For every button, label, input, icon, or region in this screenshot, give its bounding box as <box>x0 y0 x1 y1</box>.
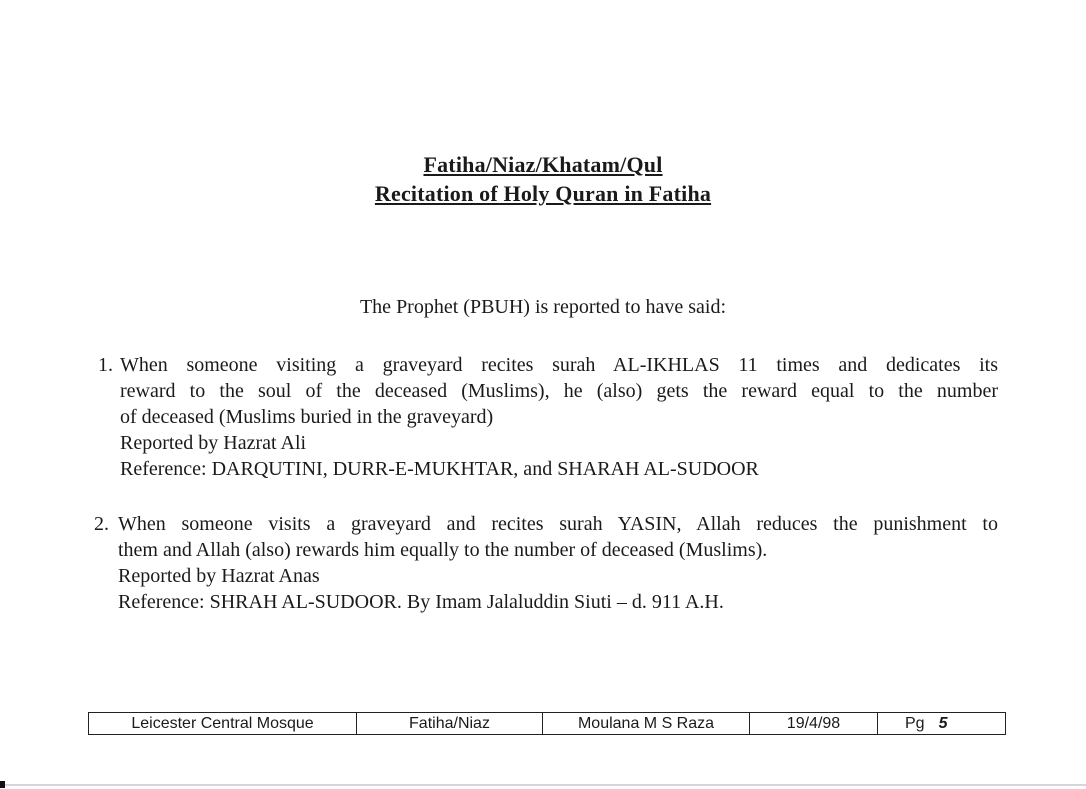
intro-text: The Prophet (PBUH) is reported to have said: <box>359 296 727 318</box>
footer-date: 19/4/98 <box>750 713 878 734</box>
reference: Reference: DARQUTINI, DURR-E-MUKHTAR, and SHARAH AL-SUDOOR <box>120 458 759 480</box>
page-label: Pg <box>905 715 925 732</box>
list-item-line: When someone visiting a graveyard recites surah AL-IKHLAS 11 times and dedicates its <box>120 354 998 376</box>
reference: Reference: SHRAH AL-SUDOOR. By Imam Jalaluddin Siuti – d. 911 A.H. <box>118 591 724 613</box>
footer-topic: Fatiha/Niaz <box>357 713 543 734</box>
list-item-line: reward to the soul of the deceased (Muslims), he (also) gets the reward equal to the number <box>120 380 998 402</box>
list-item-line: When someone visits a graveyard and recites surah YASIN, Allah reduces the punishment to <box>118 513 998 535</box>
scan-edge-mark <box>0 781 5 788</box>
list-item-line: them and Allah (also) rewards him equally to the number of deceased (Muslims). <box>118 539 768 561</box>
page-footer <box>88 712 1006 735</box>
document-subtitle: Recitation of Holy Quran in Fatiha <box>374 181 712 206</box>
reported-by: Reported by Hazrat Anas <box>118 565 320 587</box>
list-item-body <box>120 352 998 482</box>
list-item-body <box>118 511 998 615</box>
list-item-number: 2. <box>94 513 109 535</box>
document-title: Fatiha/Niaz/Khatam/Qul <box>423 152 663 177</box>
list-item-number: 1. <box>98 354 113 376</box>
footer-author: Moulana M S Raza <box>543 713 750 734</box>
list-item-line: of deceased (Muslims buried in the graveyard) <box>120 406 494 428</box>
scan-edge-line <box>0 784 1086 786</box>
page-number: 5 <box>938 715 948 732</box>
footer-page <box>878 713 1005 734</box>
footer-organization: Leicester Central Mosque <box>89 713 357 734</box>
reported-by: Reported by Hazrat Ali <box>120 432 307 454</box>
